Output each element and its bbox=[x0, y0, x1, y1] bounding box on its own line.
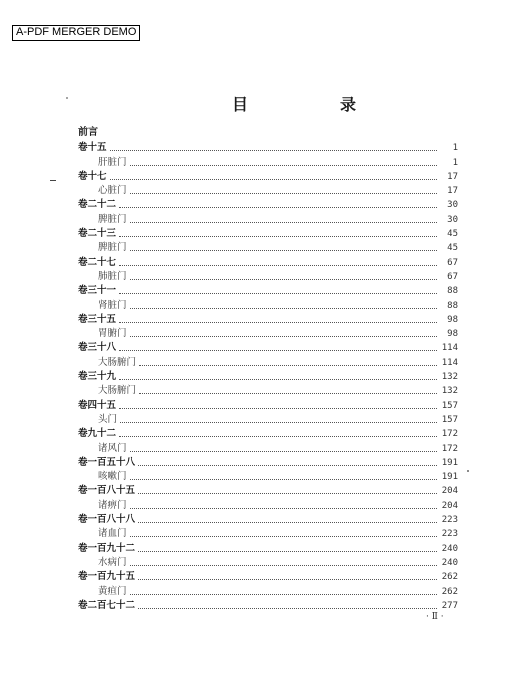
toc-dot-leader bbox=[138, 492, 437, 494]
toc-entry-label: 咳嗽门 bbox=[98, 471, 127, 483]
toc-dot-leader bbox=[138, 521, 437, 523]
toc-entry-label: 卷十五 bbox=[78, 142, 107, 154]
toc-entry-page: 157 bbox=[441, 414, 458, 425]
toc-entry-label: 胃腑门 bbox=[98, 328, 127, 340]
toc-dot-leader bbox=[138, 578, 437, 580]
table-of-contents bbox=[78, 140, 458, 612]
toc-entry-page: 17 bbox=[447, 171, 458, 182]
toc-volume-entry bbox=[78, 397, 458, 411]
toc-volume-entry bbox=[78, 140, 458, 154]
toc-entry-label: 卷二十三 bbox=[78, 228, 117, 240]
toc-entry-page: 17 bbox=[447, 186, 458, 197]
toc-volume-entry bbox=[78, 169, 458, 183]
toc-dot-leader bbox=[119, 378, 437, 380]
toc-volume-entry bbox=[78, 455, 458, 469]
toc-chapter-entry bbox=[78, 297, 458, 311]
page-title: 目 录 bbox=[232, 95, 395, 114]
toc-entry-page: 262 bbox=[441, 572, 458, 583]
toc-entry-label: 卷三十九 bbox=[78, 371, 117, 383]
toc-entry-label: 卷三十五 bbox=[78, 313, 117, 325]
toc-chapter-entry bbox=[78, 412, 458, 426]
toc-entry-label: 卷九十二 bbox=[78, 428, 117, 440]
toc-dot-leader bbox=[119, 235, 437, 237]
toc-chapter-entry bbox=[78, 269, 458, 283]
toc-entry-page: 157 bbox=[441, 400, 458, 411]
toc-dot-leader bbox=[120, 421, 437, 423]
toc-entry-label: 大肠腑门 bbox=[98, 385, 137, 397]
toc-entry-page: 114 bbox=[441, 357, 458, 368]
scan-speck bbox=[467, 470, 469, 472]
scan-mark bbox=[50, 180, 56, 181]
toc-entry-page: 191 bbox=[441, 472, 458, 483]
toc-entry-page: 30 bbox=[447, 200, 458, 211]
toc-entry-page: 88 bbox=[447, 300, 458, 311]
toc-entry-label: 卷一百八十八 bbox=[78, 514, 136, 526]
toc-volume-entry bbox=[78, 283, 458, 297]
toc-entry-page: 132 bbox=[441, 386, 458, 397]
toc-entry-label: 卷一百九十二 bbox=[78, 542, 136, 554]
toc-dot-leader bbox=[110, 178, 437, 180]
toc-entry-label: 肝脏门 bbox=[98, 156, 127, 168]
toc-entry-page: 67 bbox=[447, 271, 458, 282]
toc-dot-leader bbox=[130, 335, 437, 337]
toc-dot-leader bbox=[119, 407, 437, 409]
toc-entry-page: 132 bbox=[441, 372, 458, 383]
toc-entry-page: 240 bbox=[441, 543, 458, 554]
toc-entry-page: 1 bbox=[452, 157, 458, 168]
toc-entry-label: 卷二十二 bbox=[78, 199, 117, 211]
toc-entry-label: 卷一百五十八 bbox=[78, 456, 136, 468]
toc-chapter-entry bbox=[78, 583, 458, 597]
toc-volume-entry bbox=[78, 340, 458, 354]
toc-entry-label: 黄疸门 bbox=[98, 585, 127, 597]
toc-entry-page: 98 bbox=[447, 329, 458, 340]
toc-entry-label: 脾脏门 bbox=[98, 242, 127, 254]
toc-entry-label: 肺脏门 bbox=[98, 270, 127, 282]
toc-entry-page: 172 bbox=[441, 429, 458, 440]
toc-entry-label: 卷三十一 bbox=[78, 285, 117, 297]
toc-dot-leader bbox=[130, 278, 437, 280]
toc-entry-page: 172 bbox=[441, 443, 458, 454]
toc-volume-entry bbox=[78, 569, 458, 583]
toc-volume-entry bbox=[78, 369, 458, 383]
toc-dot-leader bbox=[119, 349, 437, 351]
toc-chapter-entry bbox=[78, 555, 458, 569]
toc-dot-leader bbox=[119, 206, 437, 208]
toc-entry-page: 240 bbox=[441, 557, 458, 568]
toc-entry-page: 204 bbox=[441, 500, 458, 511]
toc-entry-page: 1 bbox=[452, 143, 458, 154]
toc-chapter-entry bbox=[78, 211, 458, 225]
toc-entry-page: 88 bbox=[447, 286, 458, 297]
toc-dot-leader bbox=[130, 249, 437, 251]
toc-volume-entry bbox=[78, 254, 458, 268]
toc-dot-leader bbox=[130, 507, 437, 509]
toc-dot-leader bbox=[130, 307, 437, 309]
toc-entry-label: 脾脏门 bbox=[98, 213, 127, 225]
toc-volume-entry bbox=[78, 197, 458, 211]
toc-entry-page: 204 bbox=[441, 486, 458, 497]
toc-chapter-entry bbox=[78, 183, 458, 197]
toc-preface: 前言 bbox=[78, 127, 98, 138]
toc-dot-leader bbox=[130, 450, 437, 452]
toc-entry-label: 大肠腑门 bbox=[98, 356, 137, 368]
toc-dot-leader bbox=[119, 435, 437, 437]
toc-entry-label: 卷十七 bbox=[78, 170, 107, 182]
toc-entry-label: 诸痹门 bbox=[98, 499, 127, 511]
toc-entry-label: 卷二百七十二 bbox=[78, 599, 136, 611]
toc-entry-page: 223 bbox=[441, 515, 458, 526]
toc-volume-entry bbox=[78, 483, 458, 497]
toc-chapter-entry bbox=[78, 526, 458, 540]
toc-entry-page: 45 bbox=[447, 229, 458, 240]
toc-dot-leader bbox=[119, 292, 437, 294]
toc-entry-label: 诸风门 bbox=[98, 442, 127, 454]
toc-chapter-entry bbox=[78, 497, 458, 511]
toc-dot-leader bbox=[138, 607, 437, 609]
toc-dot-leader bbox=[139, 364, 437, 366]
toc-volume-entry bbox=[78, 226, 458, 240]
toc-entry-label: 卷一百八十五 bbox=[78, 485, 136, 497]
toc-entry-page: 30 bbox=[447, 214, 458, 225]
page-number: · Ⅱ · bbox=[426, 612, 444, 622]
toc-entry-label: 卷一百九十五 bbox=[78, 571, 136, 583]
toc-dot-leader bbox=[138, 464, 437, 466]
toc-dot-leader bbox=[130, 535, 437, 537]
toc-chapter-entry bbox=[78, 240, 458, 254]
toc-entry-label: 头门 bbox=[98, 413, 118, 425]
toc-dot-leader bbox=[110, 149, 437, 151]
toc-volume-entry bbox=[78, 426, 458, 440]
toc-dot-leader bbox=[130, 192, 437, 194]
toc-volume-entry bbox=[78, 540, 458, 554]
toc-chapter-entry bbox=[78, 469, 458, 483]
toc-chapter-entry bbox=[78, 154, 458, 168]
toc-entry-page: 262 bbox=[441, 586, 458, 597]
toc-dot-leader bbox=[119, 264, 437, 266]
toc-entry-page: 98 bbox=[447, 314, 458, 325]
toc-dot-leader bbox=[130, 593, 437, 595]
toc-dot-leader bbox=[130, 221, 437, 223]
watermark-label: A-PDF MERGER DEMO bbox=[12, 25, 140, 41]
toc-chapter-entry bbox=[78, 326, 458, 340]
scan-speck bbox=[66, 97, 68, 99]
toc-dot-leader bbox=[130, 164, 437, 166]
toc-dot-leader bbox=[139, 392, 437, 394]
toc-entry-page: 67 bbox=[447, 257, 458, 268]
toc-entry-label: 卷三十八 bbox=[78, 342, 117, 354]
toc-dot-leader bbox=[119, 321, 437, 323]
toc-volume-entry bbox=[78, 512, 458, 526]
toc-volume-entry bbox=[78, 312, 458, 326]
toc-chapter-entry bbox=[78, 354, 458, 368]
toc-entry-page: 277 bbox=[441, 600, 458, 611]
toc-dot-leader bbox=[130, 478, 437, 480]
toc-chapter-entry bbox=[78, 383, 458, 397]
toc-entry-page: 191 bbox=[441, 457, 458, 468]
toc-entry-label: 水病门 bbox=[98, 556, 127, 568]
toc-entry-label: 肾脏门 bbox=[98, 299, 127, 311]
toc-entry-label: 心脏门 bbox=[98, 185, 127, 197]
toc-entry-page: 223 bbox=[441, 529, 458, 540]
toc-entry-label: 诸血门 bbox=[98, 528, 127, 540]
toc-dot-leader bbox=[130, 564, 437, 566]
toc-entry-page: 114 bbox=[441, 343, 458, 354]
toc-entry-page: 45 bbox=[447, 243, 458, 254]
toc-dot-leader bbox=[138, 550, 437, 552]
toc-chapter-entry bbox=[78, 440, 458, 454]
toc-entry-label: 卷四十五 bbox=[78, 399, 117, 411]
toc-volume-entry bbox=[78, 598, 458, 612]
toc-entry-label: 卷二十七 bbox=[78, 256, 117, 268]
